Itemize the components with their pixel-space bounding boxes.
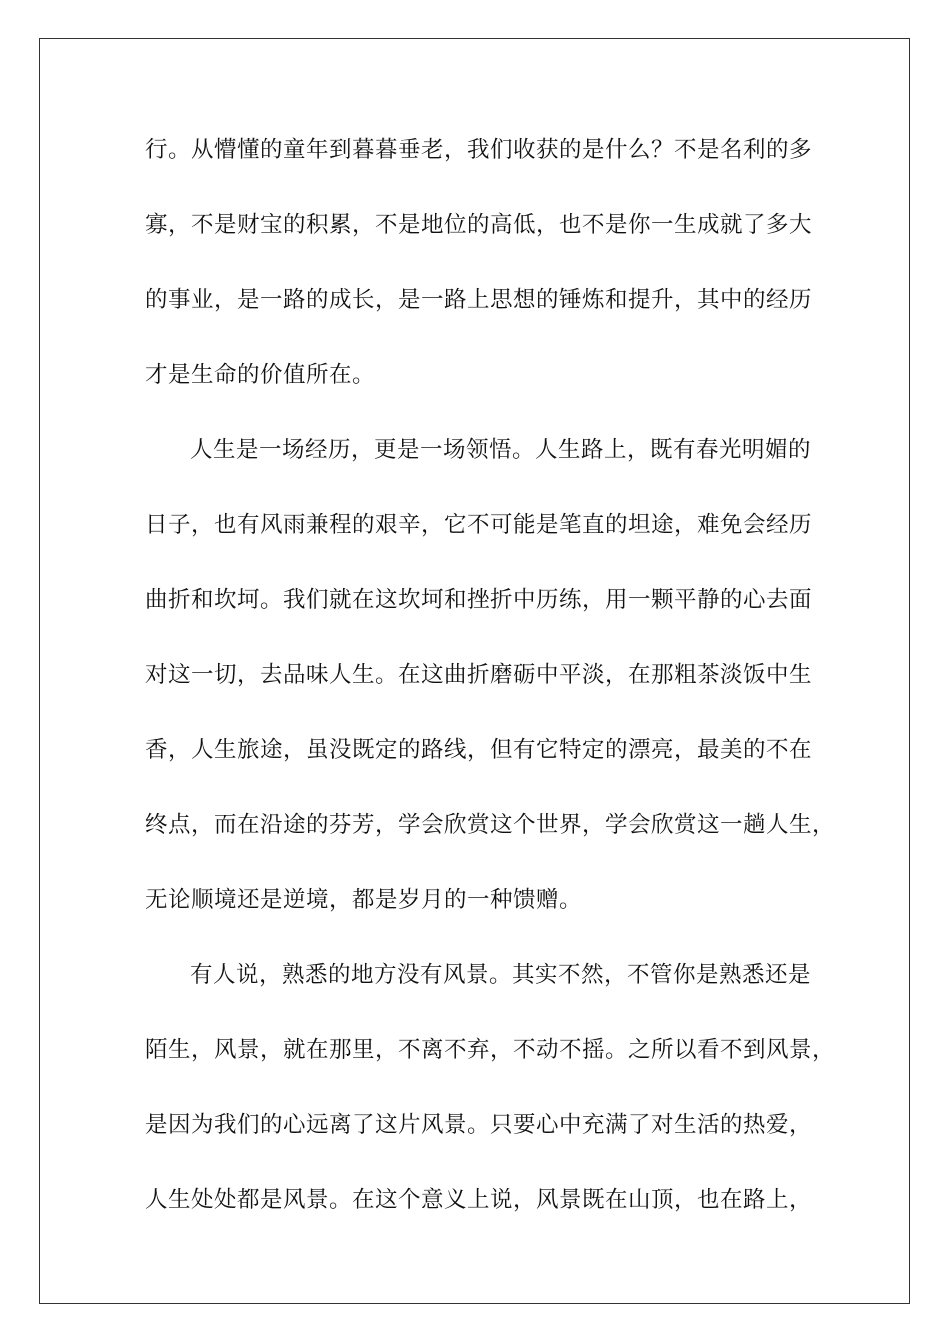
text-line: 是因为我们的心远离了这片风景。只要心中充满了对生活的热爱， bbox=[145, 1112, 813, 1138]
text-line: 才是生命的价值所在。 bbox=[145, 362, 376, 388]
text-line: 寡，不是财宝的积累，不是地位的高低，也不是你一生成就了多大 bbox=[145, 212, 813, 238]
document-body bbox=[145, 124, 836, 1249]
text-line: 人生处处都是风景。在这个意义上说，风景既在山顶，也在路上， bbox=[145, 1187, 813, 1213]
text-line: 无论顺境还是逆境，都是岁月的一种馈赠。 bbox=[145, 887, 583, 913]
text-line: 终点，而在沿途的芬芳，学会欣赏这个世界，学会欣赏这一趟人生， bbox=[145, 812, 836, 838]
paragraph-start-line: 人生是一场经历，更是一场领悟。人生路上，既有春光明媚的 bbox=[190, 437, 812, 463]
text-line: 日子，也有风雨兼程的艰辛，它不可能是笔直的坦途，难免会经历 bbox=[145, 512, 813, 538]
text-line: 的事业，是一路的成长，是一路上思想的锤炼和提升，其中的经历 bbox=[145, 287, 813, 313]
text-line: 曲折和坎坷。我们就在这坎坷和挫折中历练，用一颗平静的心去面 bbox=[145, 587, 813, 613]
text-line: 行。从懵懂的童年到暮暮垂老，我们收获的是什么？不是名利的多 bbox=[145, 137, 813, 163]
text-line: 香，人生旅途，虽没既定的路线，但有它特定的漂亮，最美的不在 bbox=[145, 737, 813, 763]
paragraph-start-line: 有人说，熟悉的地方没有风景。其实不然，不管你是熟悉还是 bbox=[190, 962, 812, 988]
text-line: 对这一切，去品味人生。在这曲折磨砺中平淡，在那粗茶淡饭中生 bbox=[145, 662, 813, 688]
text-line: 陌生，风景，就在那里，不离不弃，不动不摇。之所以看不到风景， bbox=[145, 1037, 836, 1063]
